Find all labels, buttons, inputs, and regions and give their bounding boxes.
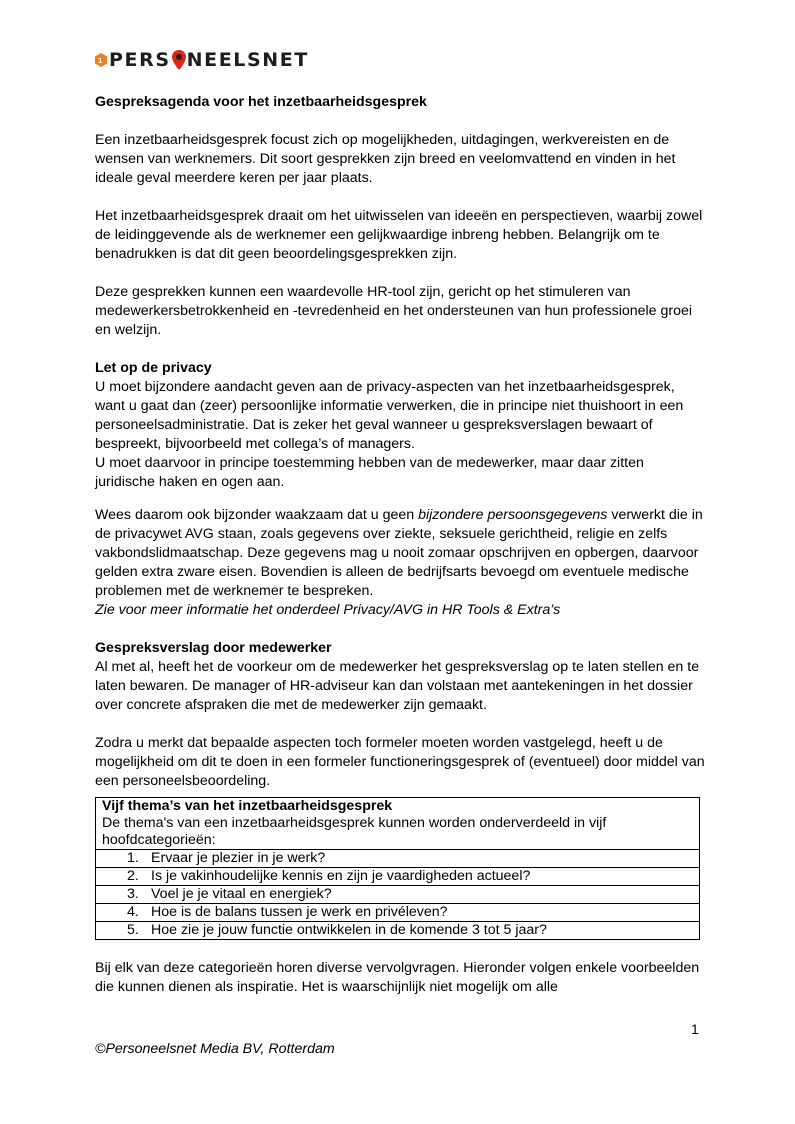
verslag-paragraph: Zodra u merkt dat bepaalde aspecten toch formeler moeten worden vastgelegd, heeft u de mogelijkheid om dit te doen in een formeler functioneringsgesprek of (eventueel) door middel van een personeelsbeoordeling.	[95, 735, 705, 789]
warning-emphasis: bijzondere persoonsgegevens	[418, 507, 608, 523]
pin-icon	[172, 50, 186, 70]
intro-paragraph: Het inzetbaarheidsgesprek draait om het uitwisselen van ideeën en perspectieven, waarbij zowel de leidinggevende als de werknemer een gelijkwaardige inbreng hebben. Belangrijk om te benadrukken is dat dit geen beoordelingsgesprekken zijn.	[95, 208, 703, 262]
table-row	[96, 904, 700, 922]
warning-text-start: Wees daarom ook bijzonder waakzaam dat u geen	[95, 507, 419, 523]
theme-text: Voel je je vitaal en energiek?	[151, 886, 332, 902]
table-row	[96, 850, 700, 868]
themes-heading: Vijf thema’s van het inzetbaarheidsgesprek	[102, 798, 393, 814]
document-body	[95, 93, 705, 997]
svg-text:1: 1	[97, 57, 105, 65]
theme-text: Ervaar je plezier in je werk?	[151, 850, 326, 866]
badge-icon	[95, 53, 107, 67]
verslag-paragraph: Al met al, heeft het de voorkeur om de medewerker het gespreksverslag op te laten stellen en te laten bewaren. De manager of HR-adviseur kan dan volstaan met aantekeningen in het dossier over concrete afspraken die met de medewerker zijn gemaakt.	[95, 659, 700, 713]
themes-header-cell	[96, 798, 700, 850]
theme-text: Is je vakinhoudelijke kennis en zijn je vaardigheden actueel?	[151, 868, 531, 884]
intro-paragraph: Een inzetbaarheidsgesprek focust zich op mogelijkheden, uitdagingen, werkvereisten en de wensen van werknemers. Dit soort gesprekken zijn breed en veelomvattend en vinden in het ideale geval meerdere keren per jaar plaats.	[95, 132, 676, 186]
theme-item	[96, 922, 700, 940]
page-number: 1	[691, 1021, 699, 1037]
privacy-heading: Let op de privacy	[95, 360, 212, 376]
document-title: Gespreksagenda voor het inzetbaarheidsgesprek	[95, 94, 427, 110]
theme-number: 1.	[127, 850, 139, 866]
theme-item	[96, 904, 700, 922]
table-row	[96, 798, 700, 850]
theme-number: 5.	[127, 922, 139, 938]
privacy-paragraph: U moet bijzondere aandacht geven aan de privacy-aspecten van het inzetbaarheidsgesprek, want u gaat dan (zeer) persoonlijke informatie verwerken, die in principe niet thuishoort in een personeelsadministratie. Dat is zeker het geval wanneer u gespreksverslagen bewaart of bespreekt, bijvoorbeeld met collega’s of managers.	[95, 379, 684, 452]
logo-text-start: PERS	[109, 49, 171, 71]
footer-copyright: ©Personeelsnet Media BV, Rotterdam	[95, 1041, 335, 1057]
themes-intro: De thema's van een inzetbaarheidsgesprek kunnen worden onderverdeeld in vijf hoofdcategorieën:	[102, 815, 607, 848]
intro-paragraph: Deze gesprekken kunnen een waardevolle HR-tool zijn, gericht op het stimuleren van medewerkersbetrokkenheid en -tevredenheid en het ondersteunen van hun professionele groei en welzijn.	[95, 284, 693, 338]
table-row	[96, 886, 700, 904]
personeelsnet-logo	[95, 48, 309, 72]
table-row	[96, 868, 700, 886]
warning-text-end: verwerkt die in de privacywet AVG staan, zoals gegevens over ziekte, seksuele gerichtheid, religie en zelfs vakbondslidmaatschap. Deze gegevens mag u nooit zomaar opschrijven en opbergen, daarvoor gelden extra zware eisen. Bovendien is alleen de bedrijfsarts bevoegd om eventuele medische problemen met de werknemer te bespreken.	[95, 507, 703, 599]
theme-number: 3.	[127, 886, 139, 902]
closing-paragraph: Bij elk van deze categorieën horen diverse vervolgvragen. Hieronder volgen enkele voorbeelden die kunnen dienen als inspiratie. Het is waarschijnlijk niet mogelijk om alle	[95, 960, 700, 995]
verslag-heading: Gespreksverslag door medewerker	[95, 640, 332, 656]
privacy-note: Zie voor meer informatie het onderdeel Privacy/AVG in HR Tools & Extra’s	[95, 602, 561, 618]
theme-item	[96, 868, 700, 886]
theme-item	[96, 886, 700, 904]
theme-number: 2.	[127, 868, 139, 884]
privacy-warning-paragraph	[95, 506, 705, 601]
table-row	[96, 922, 700, 940]
theme-text: Hoe zie je jouw functie ontwikkelen in de komende 3 tot 5 jaar?	[151, 922, 547, 938]
theme-number: 4.	[127, 904, 139, 920]
logo-text-end: NEELSNET	[186, 49, 309, 71]
themes-table	[95, 797, 700, 940]
theme-item	[96, 850, 700, 868]
theme-text: Hoe is de balans tussen je werk en privéleven?	[151, 904, 448, 920]
privacy-paragraph: U moet daarvoor in principe toestemming hebben van de medewerker, maar daar zitten juridische haken en ogen aan.	[95, 455, 644, 490]
